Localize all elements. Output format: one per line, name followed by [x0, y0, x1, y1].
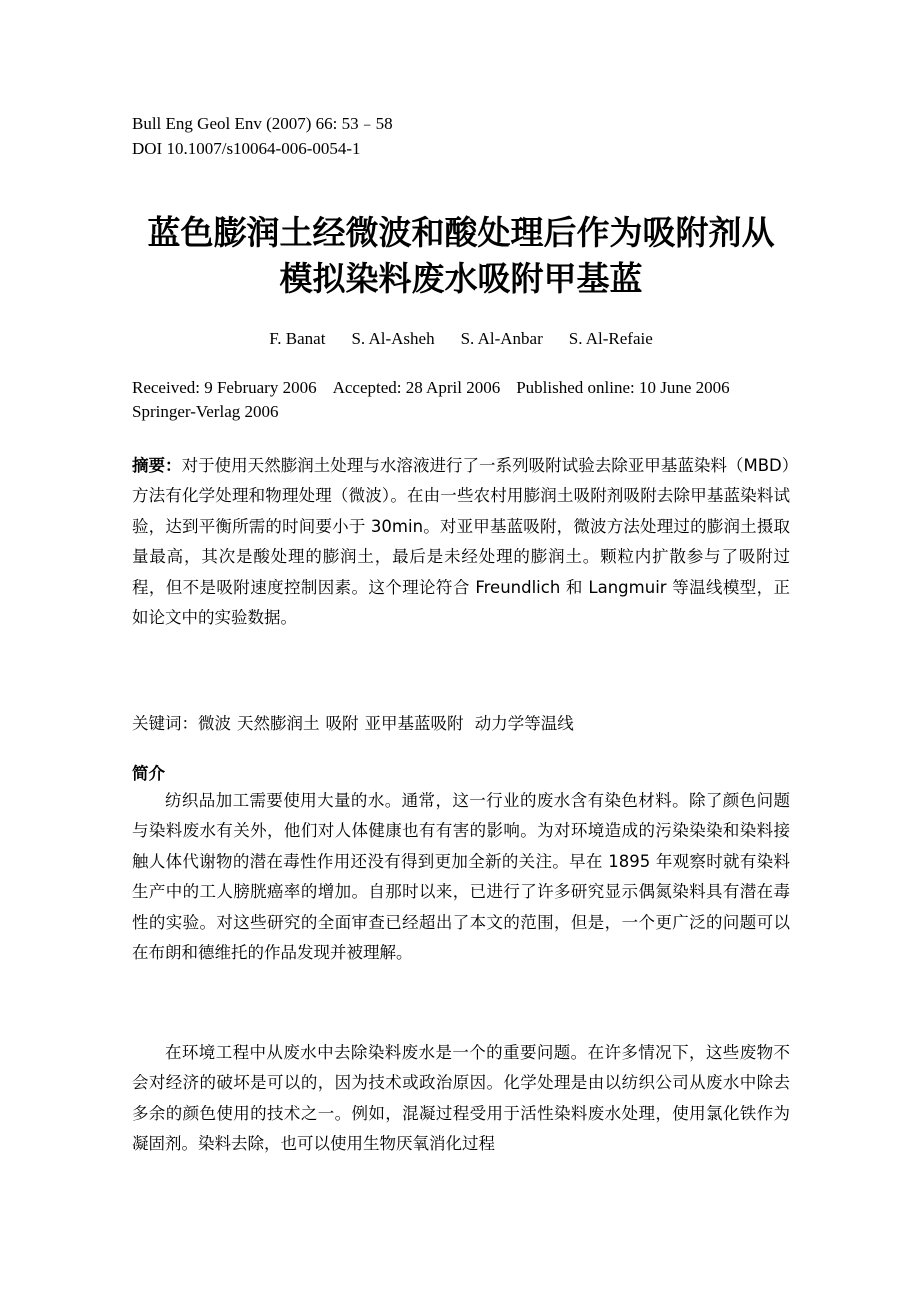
- author: S. Al-Anbar: [460, 329, 543, 348]
- author: S. Al-Refaie: [568, 329, 653, 348]
- published-date: Published online: 10 June 2006: [516, 378, 730, 397]
- title-line-2: 模拟染料废水吸附甲基蓝: [279, 259, 643, 298]
- keyword: 天然膨润土: [237, 714, 320, 733]
- publisher: Springer-Verlag 2006: [132, 402, 279, 421]
- author: S. Al-Asheh: [351, 329, 435, 348]
- keyword: 吸附: [325, 714, 359, 733]
- title-line-1: 蓝色膨润土经微波和酸处理后作为吸附剂从: [147, 213, 775, 252]
- keywords-label: 关键词：: [132, 714, 198, 733]
- author: F. Banat: [269, 329, 326, 348]
- doi: DOI 10.1007/s10064-006-0054-1: [132, 139, 361, 158]
- citation-block: [132, 111, 393, 161]
- intro-paragraph-1: 纺织品加工需要使用大量的水。通常，这一行业的废水含有染色材料。除了颜色问题与染料废水有关外，他们对人体健康也有有害的影响。为对环境造成的污染染染和染料接触人体代谢物的潜在毒性作用还没有得到更加全新的关注。早在 1895 年观察时就有染料生产中的工人膀胱癌率的增加。自那时以来，已进行了许多研究显示偶氮染料具有潜在毒性的实验。对这些研究的全面审查已经超出了本文的范围，但是，一个更广泛的问题可以在布朗和德维托的作品发现并被理解。: [132, 791, 790, 963]
- accepted-date: Accepted: 28 April 2006: [332, 378, 501, 397]
- keyword: 微波: [198, 714, 231, 733]
- section-heading-introduction: 简介: [132, 764, 165, 783]
- keyword: 亚甲基蓝吸附: [364, 714, 464, 733]
- abstract-label: 摘要：: [132, 456, 182, 475]
- paper-title: [122, 210, 800, 302]
- received-date: Received: 9 February 2006: [132, 378, 317, 397]
- author-list: [132, 327, 790, 351]
- keyword: 动力学等温线: [469, 714, 574, 733]
- abstract-text: 对于使用天然膨润土处理与水溶液进行了一系列吸附试验去除亚甲基蓝染料（MBD）方法有化学处理和物理处理（微波）。在由一些农村用膨润土吸附剂吸附去除甲基蓝染料试验，达到平衡所需的时间要小于 30min。对亚甲基蓝吸附，微波方法处理过的膨润土摄取量最高，其次是酸处理的膨润土，最后是未经处理的膨润土。颗粒内扩散参与了吸附过程，但不是吸附速度控制因素。这个理论符合 Freundlich 和 Langmuir 等温线模型，正如论文中的实验数据。: [132, 456, 790, 628]
- abstract: [132, 451, 790, 633]
- intro-paragraph-2: 在环境工程中从废水中去除染料废水是一个的重要问题。在许多情况下，这些废物不会对经济的破坏是可以的，因为技术或政治原因。化学处理是由以纺织公司从废水中除去多余的颜色使用的技术之一。例如，混凝过程受用于活性染料废水处理，使用氯化铁作为凝固剂。染料去除，也可以使用生物厌氧消化过程: [132, 1043, 790, 1154]
- journal-citation: Bull Eng Geol Env (2007) 66: 53﹣58: [132, 114, 393, 133]
- keywords: [132, 709, 790, 739]
- publication-dates: [132, 376, 730, 424]
